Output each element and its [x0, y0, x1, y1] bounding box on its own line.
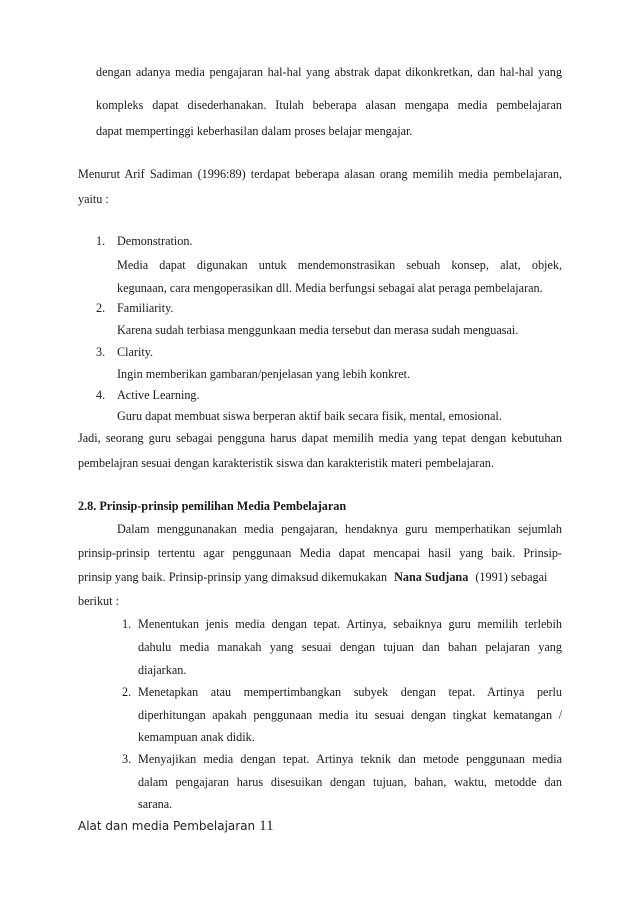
reason-2-desc: Karena sudah terbiasa menggunkaan media tersebut dan merasa sudah menguasai.: [117, 323, 519, 337]
reason-4-desc: Guru dapat membuat siswa berperan aktif baik secara fisik, mental, emosional.: [117, 409, 502, 423]
section-line-1: Dalam menggunanakan media pengajaran, hendaknya guru memperhatikan sejumlah: [117, 522, 562, 536]
reason-4-number: 4.: [96, 388, 106, 402]
page-number: 11: [259, 818, 274, 834]
section-line-3-start: prinsip yang baik. Prinsip-prinsip yang dimaksud dikemukakan: [78, 570, 388, 584]
footer-title: Alat dan media Pembelajaran: [78, 819, 256, 833]
section-line-4: berikut :: [78, 594, 119, 608]
principle-3-line-1: Menyajikan media dengan tepat. Artinya teknik dan metode penggunaan media: [138, 752, 562, 766]
para2-line-1: Jadi, seorang guru sebagai pengguna harus dapat memilih media yang tepat dengan kebutuhan: [78, 431, 562, 445]
reason-2-number: 2.: [96, 301, 106, 315]
para2-line-2: pembelajran sesuai dengan karakteristik siswa dan karakteristik materi pembelajaran.: [78, 456, 494, 470]
reason-2-title: Familiarity.: [117, 301, 174, 315]
reason-4-title: Active Learning.: [117, 388, 200, 402]
intro-line-2: kompleks dapat disederhanakan. Itulah beberapa alasan mengapa media pembelajaran: [96, 98, 562, 112]
author-name: Nana Sudjana: [394, 570, 469, 584]
principle-2-line-1: Menetapkan atau mempertimbangkan subyek dengan tepat. Artinya perlu: [138, 685, 562, 699]
principle-2-number: 2.: [122, 685, 132, 699]
section-heading: 2.8. Prinsip-prinsip pemilihan Media Pembelajaran: [78, 499, 347, 513]
principle-1-number: 1.: [122, 617, 132, 631]
reason-3-number: 3.: [96, 345, 106, 359]
section-line-3-end: (1991) sebagai: [475, 570, 548, 584]
page-footer: [78, 818, 274, 835]
principle-1-line-2: dahulu media manakah yang sesuai dengan tujuan dan bahan pelajaran yang: [138, 640, 562, 654]
intro-line-3: dapat mempertinggi keberhasilan dalam proses belajar mengajar.: [96, 124, 413, 138]
reason-1-desc-1: Media dapat digunakan untuk mendemonstrasikan sebuah konsep, alat, objek,: [117, 258, 562, 272]
para1-line-1: Menurut Arif Sadiman (1996:89) terdapat beberapa alasan orang memilih media pembelajaran,: [78, 167, 562, 181]
principle-3-number: 3.: [122, 752, 132, 766]
intro-line-1: dengan adanya media pengajaran hal-hal yang abstrak dapat dikonkretkan, dan hal-hal yang: [96, 65, 562, 79]
principle-2-line-2: diperhitungan apakah penggunaan media itu sesuai dengan tingkat kematangan /: [138, 708, 562, 722]
reason-3-desc: Ingin memberikan gambaran/penjelasan yang lebih konkret.: [117, 367, 411, 381]
reason-1-title: Demonstration.: [117, 234, 193, 248]
principle-1-line-1: Menentukan jenis media dengan tepat. Artinya, sebaiknya guru memilih terlebih: [138, 617, 562, 631]
para1-line-2: yaitu :: [78, 192, 109, 206]
reason-1-desc-2: kegunaan, cara mengoperasikan dll. Media berfungsi sebagai alat peraga pembelajaran.: [117, 281, 543, 295]
principle-2-line-3: kemampuan anak didik.: [138, 730, 255, 744]
section-line-3: [78, 571, 562, 583]
principle-3-line-2: dalam pengajaran harus disesuikan dengan tujuan, bahan, waktu, metodde dan: [138, 775, 562, 789]
principle-3-line-3: sarana.: [138, 797, 173, 811]
reason-3-title: Clarity.: [117, 345, 154, 359]
reason-1-number: 1.: [96, 234, 106, 248]
principle-1-line-3: diajarkan.: [138, 663, 187, 677]
section-line-2: prinsip-prinsip tertentu agar penggunaan Media dapat mencapai hasil yang baik. Prinsip-: [78, 546, 562, 560]
